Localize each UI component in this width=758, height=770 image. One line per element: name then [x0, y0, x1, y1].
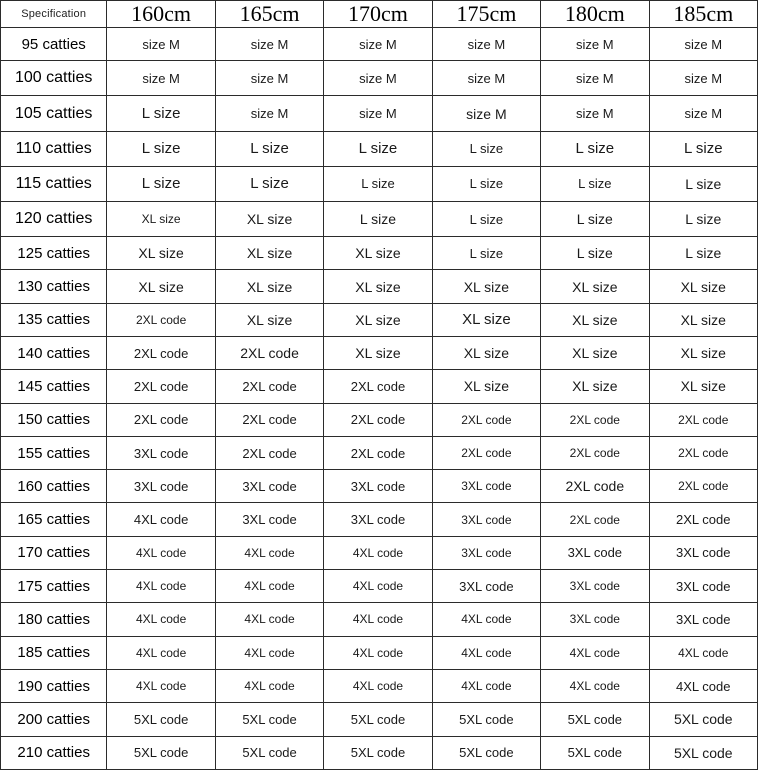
table-cell: 4XL code [107, 536, 215, 569]
row-label: 130 catties [1, 270, 107, 303]
table-cell: 4XL code [107, 570, 215, 603]
table-cell: 2XL code [649, 436, 757, 469]
table-cell: size M [541, 28, 649, 61]
table-cell: 2XL code [215, 436, 323, 469]
table-row [1, 436, 758, 469]
table-cell: 4XL code [324, 636, 432, 669]
column-header-185cm: 185cm [649, 1, 757, 28]
specification-header: Specification [1, 1, 107, 28]
row-label: 185 catties [1, 636, 107, 669]
table-cell: L size [649, 201, 757, 236]
table-cell: 5XL code [432, 703, 540, 736]
table-cell: 3XL code [649, 536, 757, 569]
table-cell: 5XL code [107, 736, 215, 769]
table-cell: L size [541, 166, 649, 201]
table-cell: 2XL code [215, 370, 323, 403]
table-row [1, 370, 758, 403]
table-cell: L size [649, 166, 757, 201]
table-cell: 3XL code [432, 536, 540, 569]
table-cell: 4XL code [107, 669, 215, 702]
table-cell: size M [649, 96, 757, 131]
table-cell: 2XL code [649, 503, 757, 536]
table-cell: 3XL code [432, 503, 540, 536]
table-cell: L size [432, 237, 540, 270]
table-row [1, 403, 758, 436]
table-cell: L size [541, 237, 649, 270]
table-cell: L size [432, 166, 540, 201]
row-label: 165 catties [1, 503, 107, 536]
row-label: 170 catties [1, 536, 107, 569]
table-cell: 3XL code [541, 570, 649, 603]
table-cell: 3XL code [432, 570, 540, 603]
table-row [1, 736, 758, 769]
table-cell: size M [432, 28, 540, 61]
table-cell: 3XL code [541, 536, 649, 569]
table-row [1, 303, 758, 336]
table-cell: 5XL code [649, 703, 757, 736]
row-label: 125 catties [1, 237, 107, 270]
row-label: 145 catties [1, 370, 107, 403]
row-label: 210 catties [1, 736, 107, 769]
table-cell: size M [215, 61, 323, 96]
table-cell: 3XL code [324, 470, 432, 503]
table-row [1, 636, 758, 669]
table-cell: L size [107, 131, 215, 166]
row-label: 155 catties [1, 436, 107, 469]
table-row [1, 237, 758, 270]
table-cell: 4XL code [107, 603, 215, 636]
row-label: 190 catties [1, 669, 107, 702]
table-cell: 5XL code [541, 703, 649, 736]
table-cell: L size [541, 131, 649, 166]
table-cell: XL size [649, 270, 757, 303]
table-cell: size M [432, 61, 540, 96]
table-cell: 4XL code [215, 536, 323, 569]
row-label: 175 catties [1, 570, 107, 603]
table-cell: L size [215, 131, 323, 166]
table-cell: size M [649, 61, 757, 96]
table-cell: XL size [107, 270, 215, 303]
table-cell: 2XL code [107, 303, 215, 336]
table-cell: 4XL code [107, 636, 215, 669]
column-header-170cm: 170cm [324, 1, 432, 28]
table-cell: size M [541, 61, 649, 96]
table-cell: size M [215, 28, 323, 61]
row-label: 115 catties [1, 166, 107, 201]
table-cell: 2XL code [541, 436, 649, 469]
table-row [1, 503, 758, 536]
table-cell: L size [324, 201, 432, 236]
table-cell: size M [432, 96, 540, 131]
table-cell: 2XL code [215, 336, 323, 369]
table-cell: XL size [215, 201, 323, 236]
table-cell: 2XL code [541, 503, 649, 536]
table-row [1, 470, 758, 503]
table-cell: L size [324, 166, 432, 201]
table-cell: 4XL code [649, 669, 757, 702]
table-cell: size M [107, 61, 215, 96]
table-cell: L size [215, 166, 323, 201]
table-cell: 2XL code [541, 470, 649, 503]
table-row [1, 603, 758, 636]
table-row [1, 703, 758, 736]
table-cell: 5XL code [215, 736, 323, 769]
table-cell: XL size [324, 270, 432, 303]
table-cell: 4XL code [215, 636, 323, 669]
table-cell: XL size [432, 270, 540, 303]
table-cell: XL size [541, 336, 649, 369]
table-cell: size M [107, 28, 215, 61]
table-cell: 2XL code [649, 470, 757, 503]
table-cell: 4XL code [541, 636, 649, 669]
table-cell: 3XL code [649, 570, 757, 603]
column-header-160cm: 160cm [107, 1, 215, 28]
table-cell: XL size [541, 270, 649, 303]
table-cell: 4XL code [541, 669, 649, 702]
table-cell: XL size [324, 303, 432, 336]
table-cell: 5XL code [107, 703, 215, 736]
table-body [1, 28, 758, 770]
table-cell: 4XL code [107, 503, 215, 536]
table-cell: 5XL code [324, 736, 432, 769]
table-cell: 4XL code [215, 603, 323, 636]
table-cell: L size [649, 131, 757, 166]
row-label: 140 catties [1, 336, 107, 369]
table-cell: 2XL code [107, 336, 215, 369]
table-header-row [1, 1, 758, 28]
table-row [1, 28, 758, 61]
table-cell: 2XL code [324, 403, 432, 436]
row-label: 180 catties [1, 603, 107, 636]
table-cell: XL size [432, 370, 540, 403]
table-cell: XL size [432, 303, 540, 336]
table-cell: L size [107, 96, 215, 131]
table-cell: XL size [324, 237, 432, 270]
table-cell: 5XL code [324, 703, 432, 736]
table-cell: L size [107, 166, 215, 201]
table-cell: L size [649, 237, 757, 270]
table-cell: size M [324, 96, 432, 131]
table-row [1, 336, 758, 369]
row-label: 105 catties [1, 96, 107, 131]
table-cell: 2XL code [215, 403, 323, 436]
column-header-180cm: 180cm [541, 1, 649, 28]
table-row [1, 96, 758, 131]
table-cell: 4XL code [649, 636, 757, 669]
table-cell: 3XL code [432, 470, 540, 503]
table-cell: 5XL code [649, 736, 757, 769]
table-cell: 4XL code [324, 570, 432, 603]
table-cell: 4XL code [324, 669, 432, 702]
table-cell: 5XL code [432, 736, 540, 769]
table-cell: XL size [107, 201, 215, 236]
table-cell: XL size [649, 303, 757, 336]
table-row [1, 536, 758, 569]
table-cell: 3XL code [215, 503, 323, 536]
table-cell: 2XL code [432, 403, 540, 436]
table-cell: 2XL code [107, 370, 215, 403]
table-cell: size M [324, 61, 432, 96]
table-row [1, 669, 758, 702]
table-cell: 4XL code [432, 636, 540, 669]
row-label: 200 catties [1, 703, 107, 736]
table-cell: 4XL code [324, 536, 432, 569]
table-row [1, 270, 758, 303]
table-cell: XL size [649, 336, 757, 369]
row-label: 150 catties [1, 403, 107, 436]
table-cell: L size [432, 131, 540, 166]
table-cell: 3XL code [107, 470, 215, 503]
table-cell: 3XL code [107, 436, 215, 469]
table-cell: 2XL code [324, 370, 432, 403]
table-cell: 2XL code [541, 403, 649, 436]
row-label: 95 catties [1, 28, 107, 61]
table-cell: 3XL code [324, 503, 432, 536]
column-header-165cm: 165cm [215, 1, 323, 28]
table-cell: XL size [541, 303, 649, 336]
table-cell: XL size [215, 303, 323, 336]
table-cell: 2XL code [432, 436, 540, 469]
table-cell: 3XL code [649, 603, 757, 636]
table-cell: XL size [215, 270, 323, 303]
table-cell: 4XL code [215, 669, 323, 702]
table-cell: XL size [432, 336, 540, 369]
table-cell: size M [324, 28, 432, 61]
table-cell: 4XL code [324, 603, 432, 636]
table-cell: 3XL code [541, 603, 649, 636]
table-cell: 4XL code [432, 669, 540, 702]
table-cell: size M [649, 28, 757, 61]
table-cell: 4XL code [432, 603, 540, 636]
table-row [1, 61, 758, 96]
table-cell: size M [541, 96, 649, 131]
table-cell: XL size [324, 336, 432, 369]
table-row [1, 570, 758, 603]
table-cell: 5XL code [541, 736, 649, 769]
table-cell: XL size [107, 237, 215, 270]
table-cell: 3XL code [215, 470, 323, 503]
column-header-175cm: 175cm [432, 1, 540, 28]
table-cell: L size [432, 201, 540, 236]
row-label: 135 catties [1, 303, 107, 336]
table-cell: size M [215, 96, 323, 131]
table-row [1, 131, 758, 166]
row-label: 110 catties [1, 131, 107, 166]
table-cell: XL size [649, 370, 757, 403]
row-label: 100 catties [1, 61, 107, 96]
table-cell: L size [324, 131, 432, 166]
row-label: 120 catties [1, 201, 107, 236]
table-cell: 5XL code [215, 703, 323, 736]
table-row [1, 201, 758, 236]
table-cell: 2XL code [324, 436, 432, 469]
table-cell: 4XL code [215, 570, 323, 603]
table-cell: XL size [215, 237, 323, 270]
table-cell: 2XL code [649, 403, 757, 436]
table-cell: L size [541, 201, 649, 236]
table-cell: 2XL code [107, 403, 215, 436]
table-row [1, 166, 758, 201]
table-cell: XL size [541, 370, 649, 403]
row-label: 160 catties [1, 470, 107, 503]
